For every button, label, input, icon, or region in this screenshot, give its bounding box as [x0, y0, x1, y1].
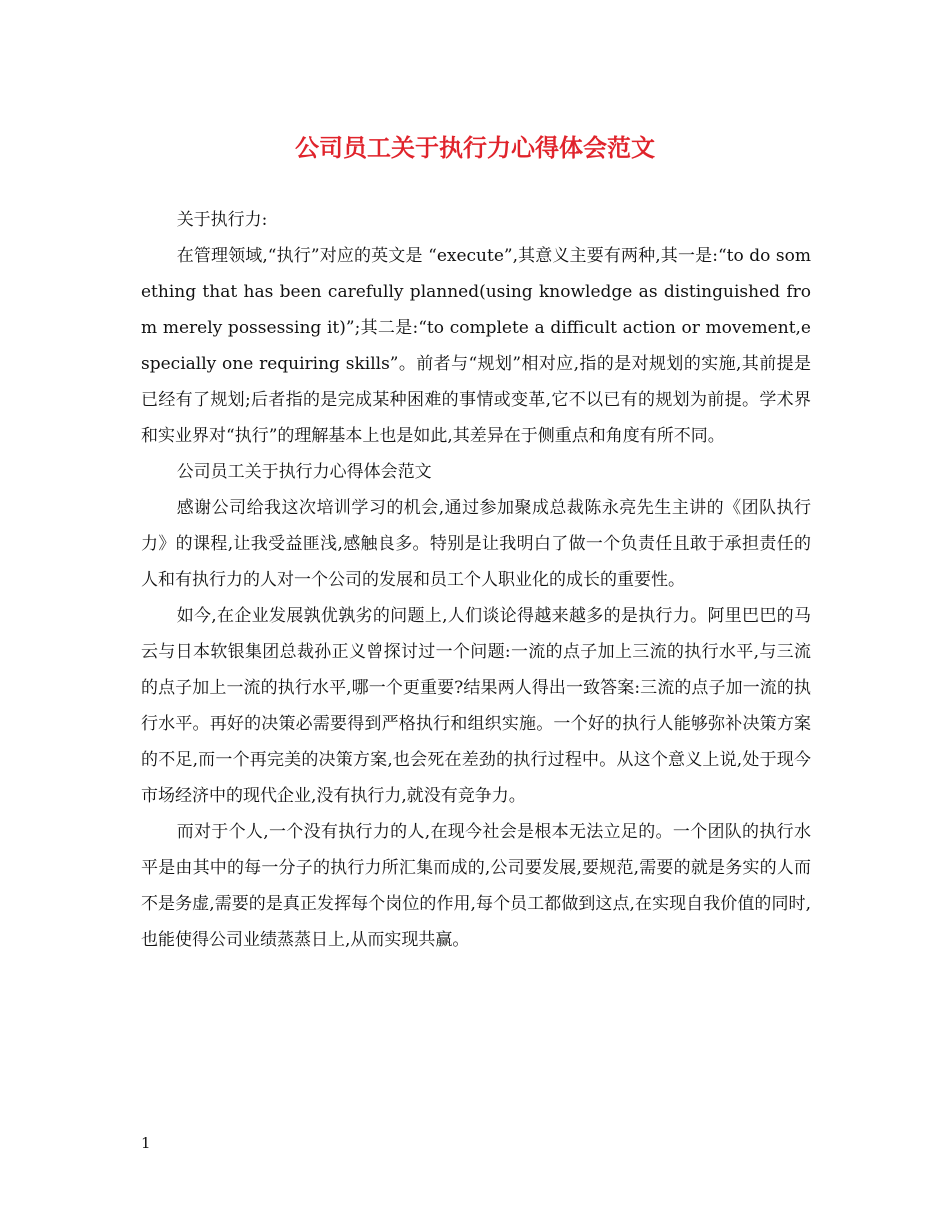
paragraph-training-thanks: 感谢公司给我这次培训学习的机会,通过参加聚成总裁陈永亮先生主讲的《团队执行力》的课程,让我受益匪浅,感触良多。特别是让我明白了做一个负责任且敢于承担责任的人和有执行力的人对一个公司的发展和员工个人职业化的成长的重要性。	[141, 498, 811, 590]
section-heading-about-execution: 关于执行力:	[176, 210, 268, 230]
paragraph-individual-execution: 而对于个人,一个没有执行力的人,在现今社会是根本无法立足的。一个团队的执行水平是由其中的每一分子的执行力所汇集而成的,公司要发展,要规范,需要的就是务实的人而不是务虚,需要的是真正发挥每个岗位的作用,每个员工都做到这点,在实现自我价值的同时,也能使得公司业绩蒸蒸日上,从而实现共赢。	[141, 822, 811, 950]
document-body	[141, 202, 811, 958]
section-heading-essay-title: 公司员工关于执行力心得体会范文	[176, 462, 432, 482]
page-number: 1	[141, 1134, 151, 1152]
document-title: 公司员工关于执行力心得体会范文	[295, 133, 655, 162]
paragraph-execute-definition: 在管理领域,“执行”对应的英文是 “execute”,其意义主要有两种,其一是:“to do something that has been carefully planned(using knowledge as distinguished from merely possessing it)”;其二是:“to complete a difficult action or movement,especially one requiring skills”。前者与“规划”相对应,指的是对规划的实施,其前提是已经有了规划;后者指的是完成某种困难的事情或变革,它不以已有的规划为前提。学术界和实业界对“执行”的理解基本上也是如此,其差异在于侧重点和角度有所不同。	[141, 246, 811, 446]
paragraph-execution-importance: 如今,在企业发展孰优孰劣的问题上,人们谈论得越来越多的是执行力。阿里巴巴的马云与日本软银集团总裁孙正义曾探讨过一个问题:一流的点子加上三流的执行水平,与三流的点子加上一流的执行水平,哪一个更重要?结果两人得出一致答案:三流的点子加一流的执行水平。再好的决策必需要得到严格执行和组织实施。一个好的执行人能够弥补决策方案的不足,而一个再完美的决策方案,也会死在差劲的执行过程中。从这个意义上说,处于现今市场经济中的现代企业,没有执行力,就没有竞争力。	[141, 606, 811, 806]
